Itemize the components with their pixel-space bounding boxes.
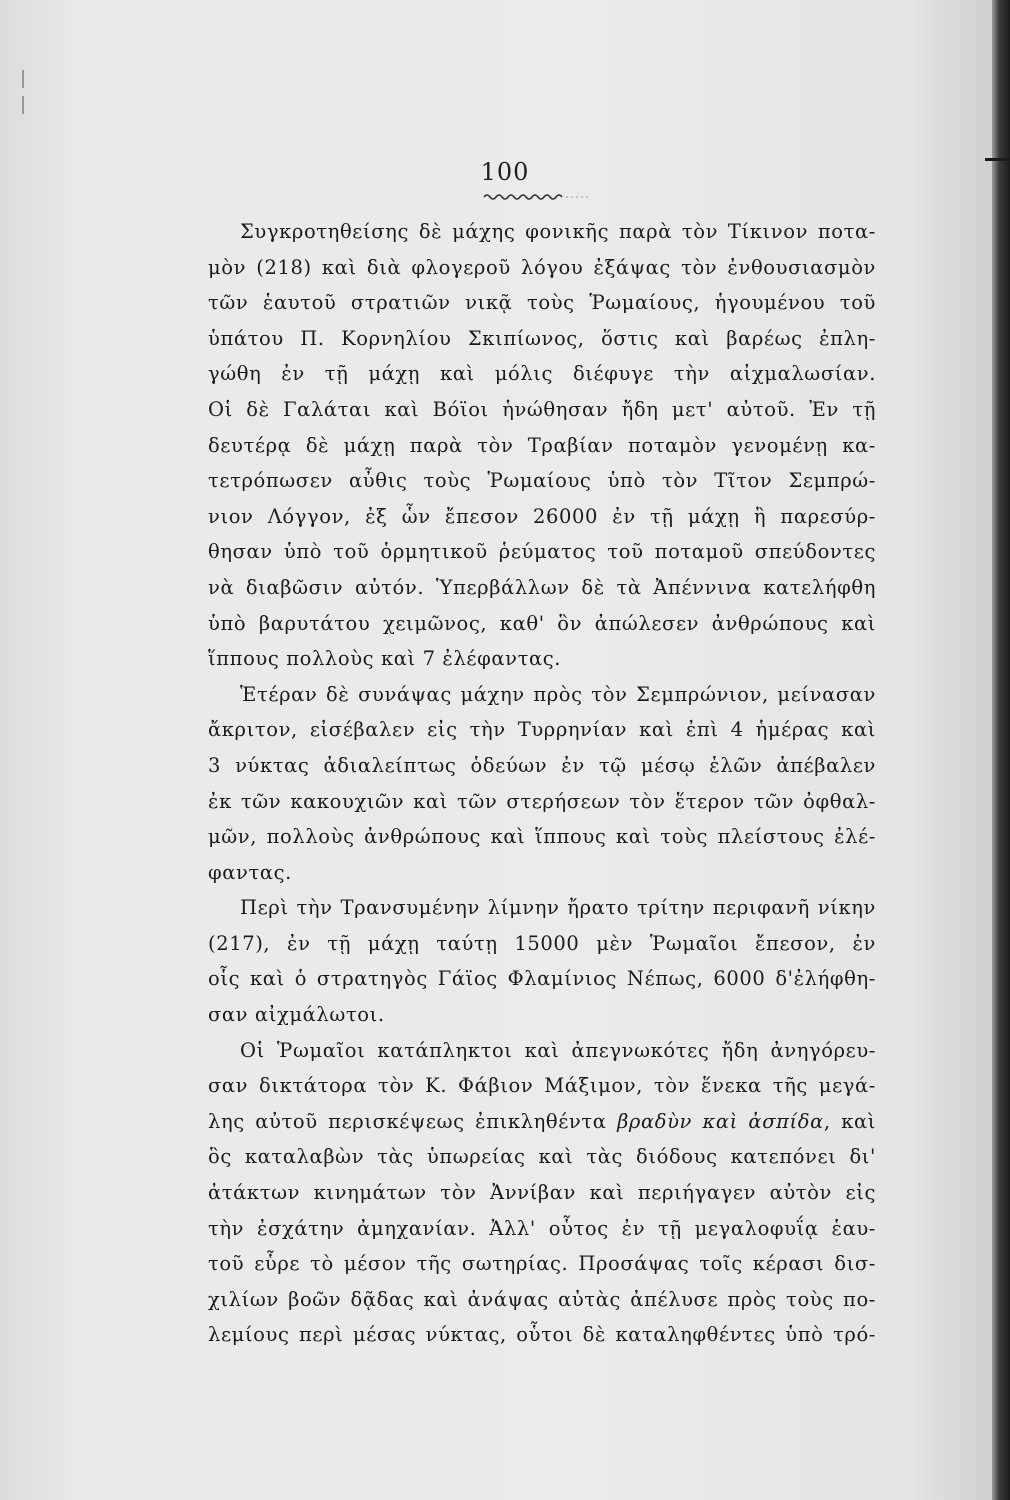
text-line-with-italic	[208, 1104, 876, 1140]
text-line: Οἱ Ῥωμαῖοι κατάπληκτοι καὶ ἀπεγνωκότες ἤδη ἀνηγόρευ-	[240, 1038, 876, 1062]
italic-epithet: βραδὺν καὶ ἀσπίδα	[617, 1109, 824, 1133]
text-line: ὃς καταλαβὼν τὰς ὑπωρείας καὶ τὰς διόδους κατεπόνει δι'	[208, 1145, 876, 1169]
text-segment: , καὶ	[823, 1109, 876, 1133]
text-line: σαν αἰχμάλωτοι.	[208, 1003, 385, 1027]
text-line: ἐκ τῶν κακουχιῶν καὶ τῶν στερήσεων τὸν ἕτερον τῶν ὀφθαλ-	[208, 789, 876, 813]
page-edge-shadow	[992, 0, 1010, 1500]
text-line: νὰ διαβῶσιν αὐτόν. Ὑπερβάλλων δὲ τὰ Ἀπέννινα κατελήφθη	[208, 575, 876, 599]
text-line: 3 νύκτας ἀδιαλείπτως ὁδεύων ἐν τῷ μέσῳ ἑλῶν ἀπέβαλεν	[208, 753, 876, 777]
body-text	[208, 214, 876, 1353]
text-line: μὸν (218) καὶ διὰ φλογεροῦ λόγου ἐξάψας τὸν ἐνθουσιασμὸν	[208, 255, 876, 279]
text-line: μῶν, πολλοὺς ἀνθρώπους καὶ ἵππους καὶ τοὺς πλείστους ἐλέ-	[208, 825, 876, 849]
text-line: νιον Λόγγον, ἐξ ὧν ἔπεσον 26000 ἐν τῇ μάχῃ ἢ παρεσύρ-	[208, 504, 876, 528]
paragraph-3	[208, 890, 876, 1032]
text-line: Ἑτέραν δὲ συνάψας μάχην πρὸς τὸν Σεμπρώνιον, μείνασαν	[240, 682, 876, 706]
text-line: λεμίους περὶ μέσας νύκτας, οὗτοι δὲ καταληφθέντες ὑπὸ τρό-	[208, 1323, 876, 1347]
text-line: οἷς καὶ ὁ στρατηγὸς Γάϊος Φλαμίνιος Νέπως, 6000 δ'ἐλήφθη-	[208, 967, 876, 991]
margin-mark	[22, 96, 24, 114]
text-line: ὑπὸ βαρυτάτου χειμῶνος, καθ' ὃν ἀπώλεσεν ἀνθρώπους καὶ	[208, 611, 876, 635]
text-line: ἄκριτον, εἰσέβαλεν εἰς τὴν Τυρρηνίαν καὶ ἐπὶ 4 ἡμέρας καὶ	[208, 718, 876, 742]
paragraph-1	[208, 214, 876, 677]
text-line: τοῦ εὗρε τὸ μέσον τῆς σωτηρίας. Προσάψας τοῖς κέρασι δισ-	[208, 1252, 876, 1276]
text-line: γώθη ἐν τῇ μάχῃ καὶ μόλις διέφυγε τὴν αἰχμαλωσίαν.	[208, 362, 876, 386]
text-line: ἵππους πολλοὺς καὶ 7 ἐλέφαντας.	[208, 647, 562, 671]
text-segment: λης αὐτοῦ περισκέψεως ἐπικληθέντα	[208, 1109, 618, 1133]
paragraph-2	[208, 677, 876, 891]
text-line: ἀτάκτων κινημάτων τὸν Ἀννίβαν καὶ περιήγαγεν αὐτὸν εἰς	[208, 1181, 876, 1205]
text-line: δευτέρᾳ δὲ μάχῃ παρὰ τὸν Τραβίαν ποταμὸν γενομένῃ κα-	[208, 433, 876, 457]
page-number: 100	[480, 158, 530, 186]
text-line: τῶν ἑαυτοῦ στρατιῶν νικᾷ τοὺς Ῥωμαίους, ἡγουμένου τοῦ	[208, 291, 876, 315]
text-line: τετρόπωσεν αὖθις τοὺς Ῥωμαίους ὑπὸ τὸν Τῖτον Σεμπρώ-	[208, 469, 876, 493]
text-line: τὴν ἐσχάτην ἀμηχανίαν. Ἀλλ' οὗτος ἐν τῇ μεγαλοφυΐᾳ ἑαυ-	[208, 1216, 876, 1240]
text-line: Οἱ δὲ Γαλάται καὶ Βόϊοι ἡνώθησαν ἤδη μετ' αὐτοῦ. Ἐν τῇ	[208, 397, 876, 421]
text-line: Συγκροτηθείσης δὲ μάχης φονικῆς παρὰ τὸν Τίκινον ποτα-	[240, 220, 876, 243]
text-line: σαν δικτάτορα τὸν Κ. Φάβιον Μάξιμον, τὸν ἕνεκα τῆς μεγά-	[208, 1074, 876, 1098]
header-rule-ornament	[482, 192, 592, 202]
text-line: (217), ἐν τῇ μάχῃ ταύτῃ 15000 μὲν Ῥωμαῖοι ἔπεσον, ἐν	[208, 931, 876, 955]
margin-mark	[22, 70, 24, 88]
text-line: ὑπάτου Π. Κορνηλίου Σκιπίωνος, ὅστις καὶ βαρέως ἐπλη-	[208, 326, 876, 350]
text-line: Περὶ τὴν Τρανσυμένην λίμνην ἤρατο τρίτην περιφανῆ νίκην	[240, 896, 876, 920]
text-line: φαντας.	[208, 860, 292, 884]
text-line: χιλίων βοῶν δᾷδας καὶ ἀνάψας αὐτὰς ἀπέλυσε πρὸς τοὺς πο-	[208, 1287, 876, 1311]
text-line: θησαν ὑπὸ τοῦ ὁρμητικοῦ ῥεύματος τοῦ ποταμοῦ σπεύδοντες	[208, 540, 876, 564]
paragraph-4	[208, 1033, 876, 1353]
